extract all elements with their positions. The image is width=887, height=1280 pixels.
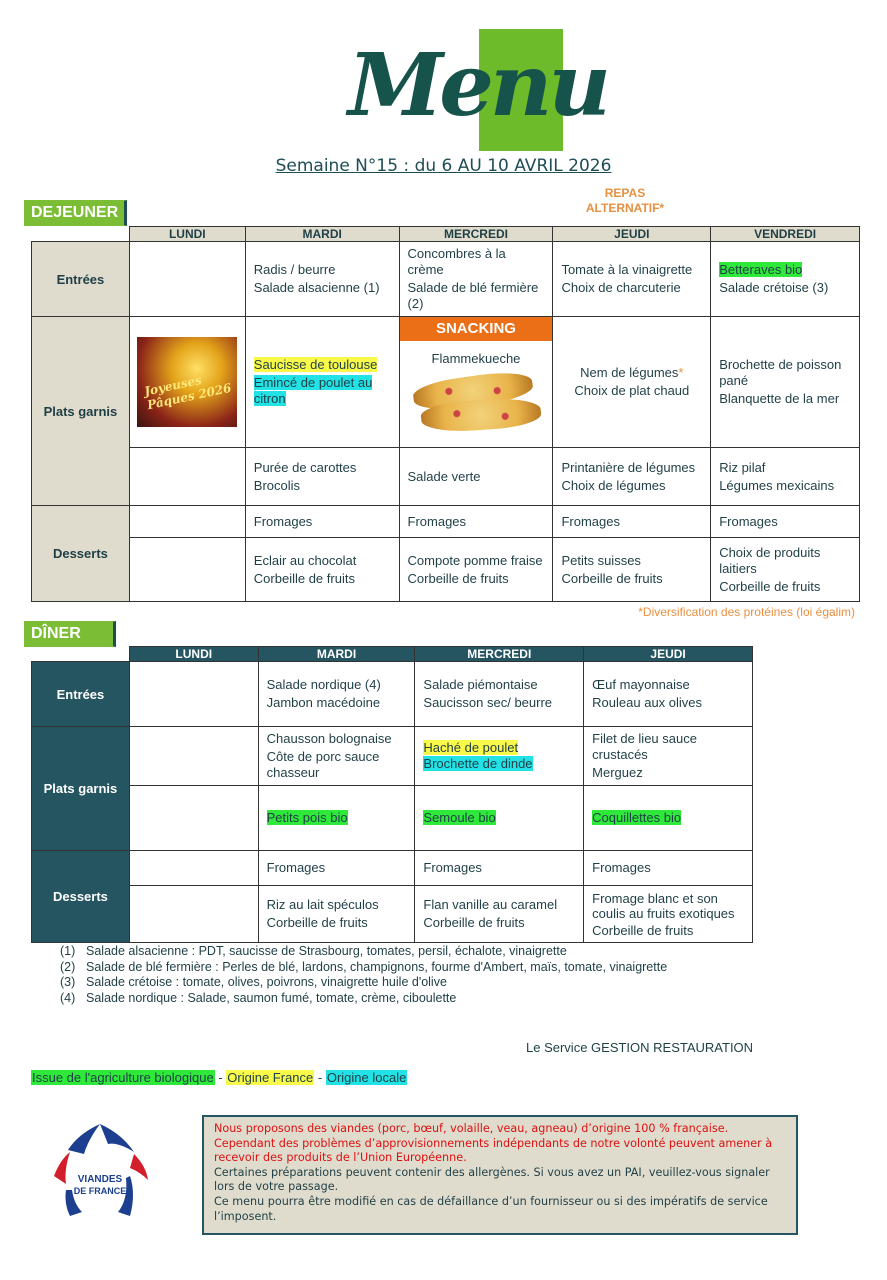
flammekueche-image xyxy=(407,372,545,434)
menu-item: Flan vanille au caramel xyxy=(423,897,558,912)
lunch-cell xyxy=(129,317,245,448)
menu-item: Choix de plat chaud xyxy=(574,383,690,398)
lunch-cell xyxy=(129,242,245,317)
menu-item: Brocolis xyxy=(253,477,301,493)
lunch-cell xyxy=(245,538,399,602)
legend-origine-france: Origine France xyxy=(227,1070,314,1085)
menu-item-origine-locale: Emincé de poulet au citron xyxy=(253,375,373,406)
lunch-cell xyxy=(553,448,711,506)
menu-item-origine-france: Saucisse de toulouse xyxy=(253,357,378,372)
dinner-table xyxy=(31,646,753,943)
lunch-cell xyxy=(129,538,245,602)
dinner-cell xyxy=(584,851,753,886)
lunch-table xyxy=(31,226,860,602)
menu-item-bio: Coquillettes bio xyxy=(592,810,682,825)
menu-item: Radis / beurre xyxy=(253,262,336,277)
week-heading: Semaine N°15 : du 6 AU 10 AVRIL 2026 xyxy=(275,156,612,176)
menu-item: Flammekueche xyxy=(431,351,521,366)
menu-item: Salade crétoise (3) xyxy=(719,280,829,295)
svg-text:VIANDES: VIANDES xyxy=(77,1174,123,1185)
menu-item: Corbeille de fruits xyxy=(266,915,368,930)
menu-item: Saucisson sec/ beurre xyxy=(423,695,553,710)
menu-item: Corbeille de fruits xyxy=(592,922,694,938)
menu-item: Choix de produits laitiers xyxy=(719,544,821,576)
footnote: (2) Salade de blé fermière : Perles de blé, lardons, champignons, fourme d'Ambert, maïs, tomate, vinaigrette xyxy=(60,959,668,974)
lunch-cell xyxy=(399,242,553,317)
menu-item: Légumes mexicains xyxy=(719,477,835,493)
menu-item: Petits suisses xyxy=(561,552,641,568)
lunch-cell xyxy=(129,448,245,506)
dinner-cell xyxy=(258,727,415,786)
footnote: (3) Salade crétoise : tomate, olives, poivrons, vinaigrette huile d'olive xyxy=(60,975,447,989)
lunch-label: DEJEUNER xyxy=(24,200,127,226)
dinner-label: DÎNER xyxy=(24,621,116,647)
menu-item: Fromages xyxy=(719,513,778,529)
lunch-day-mardi: MARDI xyxy=(245,227,399,242)
menu-item-origine-france: Haché de poulet xyxy=(423,740,519,755)
dinner-cell xyxy=(415,886,584,943)
menu-item: Nem de légumes xyxy=(580,365,679,380)
viandes-de-france-logo xyxy=(48,1120,152,1220)
menu-item: Corbeille de fruits xyxy=(407,570,509,586)
menu-item: Corbeille de fruits xyxy=(423,915,525,930)
lunch-category-entrees: Entrées xyxy=(32,242,130,317)
dinner-cell xyxy=(129,662,258,727)
menu-item: Blanquette de la mer xyxy=(719,391,840,406)
dinner-cell xyxy=(129,786,258,851)
menu-item: Salade piémontaise xyxy=(423,677,538,692)
menu-item: Corbeille de fruits xyxy=(719,578,821,594)
lunch-cell xyxy=(399,506,553,538)
dinner-cell xyxy=(415,727,584,786)
notice-changes: Ce menu pourra être modifié en cas de défaillance d’un fournisseur ou si des impératifs de service l’imposent. xyxy=(214,1194,768,1223)
menu-item: Chausson bolognaise xyxy=(266,731,392,746)
easter-image: Joyeuses Pâques 2026 xyxy=(137,337,237,427)
notice-supply: Cependant des problèmes d’approvisionnements indépendants de notre volonté peuvent amener à recevoir des produits de l’Union Européenne. xyxy=(214,1136,773,1165)
notice-origin: Nous proposons des viandes (porc, bœuf, volaille, veau, agneau) d’origine 100 % française. xyxy=(214,1122,729,1135)
dinner-cell xyxy=(258,851,415,886)
lunch-cell xyxy=(245,448,399,506)
lunch-cell xyxy=(245,242,399,317)
menu-item: Rouleau aux olives xyxy=(592,695,703,710)
lunch-cell xyxy=(553,538,711,602)
menu-item: Tomate à la vinaigrette xyxy=(561,262,693,277)
dinner-category-plats: Plats garnis xyxy=(32,727,130,851)
menu-item: Salade nordique (4) xyxy=(266,677,381,692)
alternative-meal-label: REPAS ALTERNATIF* xyxy=(585,186,665,215)
menu-item: Côte de porc sauce chasseur xyxy=(266,749,380,780)
menu-item: Jambon macédoine xyxy=(266,695,381,710)
footnote: (4) Salade nordique : Salade, saumon fumé, tomate, crème, ciboulette xyxy=(60,990,457,1005)
dinner-cell xyxy=(258,786,415,851)
dinner-cell xyxy=(584,727,753,786)
lunch-cell xyxy=(553,317,711,448)
menu-item: Fromage blanc et son coulis au fruits exotiques xyxy=(592,890,735,921)
menu-item: Filet de lieu sauce crustacés xyxy=(592,731,697,762)
dinner-cell xyxy=(415,662,584,727)
menu-item: Brochette de poisson pané xyxy=(719,357,842,388)
menu-item-bio: Betteraves bio xyxy=(719,262,803,277)
legend: Issue de l'agriculture biologique - Origine France - Origine locale xyxy=(32,1070,407,1085)
menu-item: Choix de charcuterie xyxy=(561,280,681,295)
lunch-cell xyxy=(711,317,860,448)
lunch-cell xyxy=(399,538,553,602)
svg-text:DE FRANCE: DE FRANCE xyxy=(73,1186,127,1196)
menu-item: Eclair au chocolat xyxy=(253,552,357,568)
lunch-cell xyxy=(711,448,860,506)
dinner-category-desserts: Desserts xyxy=(32,851,130,943)
lunch-cell xyxy=(399,448,553,506)
alternative-marker: * xyxy=(678,365,684,380)
lunch-cell xyxy=(553,242,711,317)
menu-item: Purée de carottes xyxy=(253,459,357,475)
lunch-day-mercredi: MERCREDI xyxy=(399,227,553,242)
menu-item: Corbeille de fruits xyxy=(561,570,663,586)
lunch-cell xyxy=(711,242,860,317)
menu-item: Salade verte xyxy=(407,468,481,484)
menu-item: Riz au lait spéculos xyxy=(266,897,379,912)
dinner-cell xyxy=(258,886,415,943)
protein-note: *Diversification des protéines (loi égalim) xyxy=(638,605,855,619)
dinner-day-mercredi: MERCREDI xyxy=(415,647,584,662)
lunch-cell xyxy=(399,317,553,448)
menu-item: Salade alsacienne (1) xyxy=(253,280,380,295)
dinner-cell xyxy=(584,886,753,943)
dinner-cell xyxy=(584,786,753,851)
lunch-category-plats: Plats garnis xyxy=(32,317,130,506)
dinner-cell xyxy=(129,886,258,943)
dinner-cell xyxy=(129,851,258,886)
lunch-cell xyxy=(711,506,860,538)
menu-item: Corbeille de fruits xyxy=(253,570,355,586)
menu-item-bio: Petits pois bio xyxy=(266,810,348,825)
menu-item-bio: Semoule bio xyxy=(423,810,496,825)
lunch-cell xyxy=(245,317,399,448)
snacking-tag: SNACKING xyxy=(400,317,553,341)
menu-item: Fromages xyxy=(266,860,326,875)
menu-item: Fromages xyxy=(407,513,467,529)
menu-item: Salade de blé fermière (2) xyxy=(407,280,539,311)
menu-item: Concombres à la crème xyxy=(407,246,506,277)
lunch-cell xyxy=(711,538,860,602)
service-signature: Le Service GESTION RESTAURATION xyxy=(526,1040,754,1055)
menu-item: Printanière de légumes xyxy=(561,459,696,475)
menu-title: Menu xyxy=(348,35,607,136)
footnote: (1) Salade alsacienne : PDT, saucisse de Strasbourg, tomates, persil, échalote, vinaigrette xyxy=(60,944,567,958)
footnotes xyxy=(60,944,667,1006)
dinner-day-lundi: LUNDI xyxy=(129,647,258,662)
legend-origine-locale: Origine locale xyxy=(326,1070,407,1085)
dinner-cell xyxy=(258,662,415,727)
menu-item: Merguez xyxy=(592,765,643,780)
menu-item: Fromages xyxy=(561,513,620,529)
lunch-day-jeudi: JEUDI xyxy=(553,227,711,242)
dinner-cell xyxy=(129,727,258,786)
dinner-day-jeudi: JEUDI xyxy=(584,647,753,662)
dinner-day-mardi: MARDI xyxy=(258,647,415,662)
menu-item-origine-locale: Brochette de dinde xyxy=(423,756,533,771)
lunch-category-desserts: Desserts xyxy=(32,506,130,602)
menu-item: Fromages xyxy=(253,513,313,529)
lunch-cell xyxy=(553,506,711,538)
menu-item: Riz pilaf xyxy=(719,459,766,475)
dinner-cell xyxy=(584,662,753,727)
lunch-cell xyxy=(245,506,399,538)
menu-item: Œuf mayonnaise xyxy=(592,677,690,692)
lunch-cell xyxy=(129,506,245,538)
dinner-category-entrees: Entrées xyxy=(32,662,130,727)
menu-item: Fromages xyxy=(423,860,482,875)
lunch-day-vendredi: VENDREDI xyxy=(711,227,860,242)
menu-item: Compote pomme fraise xyxy=(407,552,543,568)
menu-item: Fromages xyxy=(592,860,651,875)
lunch-day-lundi: LUNDI xyxy=(129,227,245,242)
menu-item: Choix de légumes xyxy=(561,477,666,493)
notice-allergens: Certaines préparations peuvent contenir des allergènes. Si vous avez un PAI, veuillez-vous signaler lors de votre passage. xyxy=(214,1165,770,1194)
dinner-cell xyxy=(415,786,584,851)
dinner-cell xyxy=(415,851,584,886)
notice-box xyxy=(202,1115,798,1235)
legend-bio: Issue de l'agriculture biologique xyxy=(32,1070,214,1085)
